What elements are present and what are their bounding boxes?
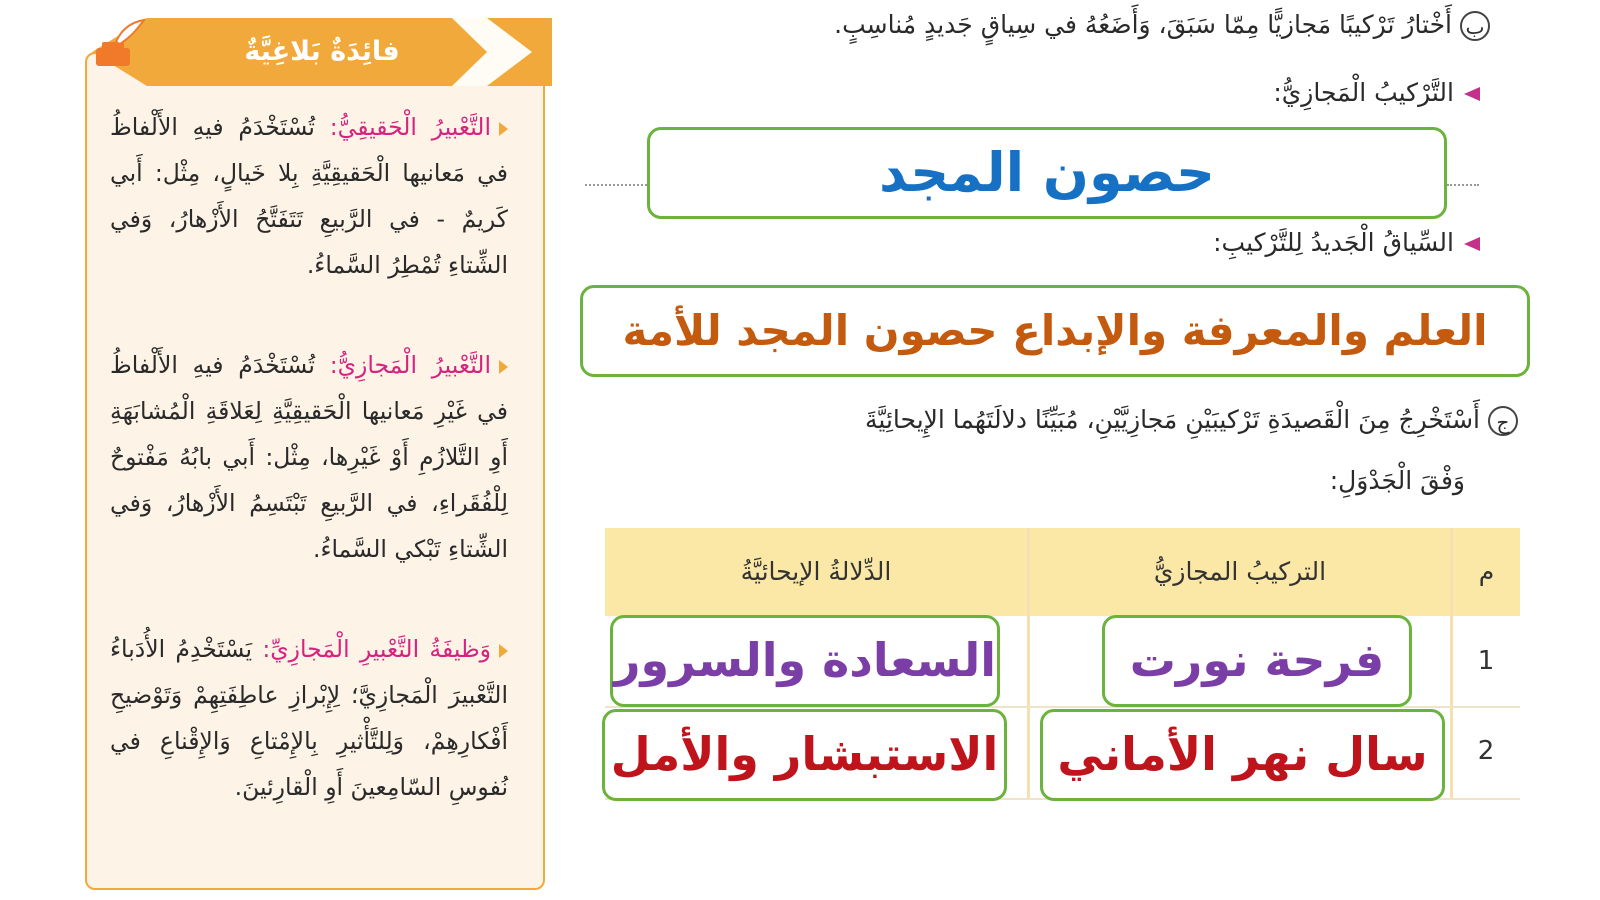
row-2-meaning: الاستبشار والأمل — [610, 727, 999, 781]
answer-context-box[interactable] — [580, 285, 1530, 377]
prompt-context — [1213, 228, 1480, 257]
table-divider — [1027, 528, 1030, 800]
dotted-line — [1447, 184, 1479, 186]
prompt-figurative-text: التَّرْكيبُ الْمَجازِيُّ: — [1273, 78, 1454, 107]
question-c-text: أَسْتَخْرِجُ مِنَ الْقَصيدَةِ تَرْكيبَيْنِ مَجازِيَّيْنِ، مُبَيِّنًا دلالَتَهُما الإِيحائِيَّةَ — [865, 405, 1480, 434]
header-meaning: الدِّلالةُ الإيحائيَّةُ — [605, 528, 1027, 616]
answer-figurative-box[interactable] — [647, 127, 1447, 219]
bullet-arrow-icon — [499, 644, 508, 658]
row-1-meaning: السعادة والسرور — [614, 633, 996, 687]
prompt-figurative — [1273, 78, 1480, 107]
quill-inkpot-icon — [92, 18, 148, 70]
tip-section-figurative — [110, 342, 508, 572]
question-c-text-2: وَفْقَ الْجَدْوَلِ: — [1329, 466, 1465, 495]
tip-title: فائِدَةٌ بَلاغِيَّةٌ — [244, 36, 400, 67]
row-number: 1 — [1477, 646, 1495, 676]
row-1-phrase: فرحة نورت — [1129, 633, 1385, 687]
pointer-icon — [1464, 87, 1480, 101]
tip-section-literal — [110, 104, 508, 288]
bullet-arrow-icon — [499, 122, 508, 136]
tip-banner — [92, 18, 552, 86]
question-c — [865, 405, 1518, 436]
table-row-1-meaning-box[interactable] — [610, 615, 1000, 707]
answer-context: العلم والمعرفة والإبداع حصون المجد للأمة — [622, 306, 1488, 355]
row-number: 2 — [1477, 736, 1495, 766]
answer-figurative: حصون المجد — [879, 141, 1215, 204]
question-c-line2 — [1330, 466, 1465, 495]
table-row-2-meaning-box[interactable] — [602, 709, 1007, 801]
table-row-2-phrase-box[interactable] — [1040, 709, 1445, 801]
question-c-label: ج — [1488, 406, 1518, 436]
tip-term: وَظيفَةُ التَّعْبيرِ الْمَجازِيِّ: — [262, 635, 491, 663]
question-b-text: أَخْتارُ تَرْكيبًا مَجازيًّا مِمّا سَبَقَ، وَأَضَعُهُ في سِياقٍ جَديدٍ مُناسِبٍ. — [834, 10, 1452, 39]
bullet-arrow-icon — [499, 360, 508, 374]
pointer-icon — [1464, 237, 1480, 251]
dotted-line — [585, 184, 647, 186]
tip-term: التَّعْبيرُ الْحَقيقِيُّ: — [329, 113, 491, 141]
tip-text: تُسْتَخْدَمُ فيهِ الأَلْفاظُ في مَعانيها الْحَقيقِيَّةِ بِلا خَيالٍ، مِثْل: أَبي كَريمٌ - في الرَّبيعِ تَتَفَتَّحُ الأَزْهارُ، وَفي الشِّتاءِ تُمْطِرُ السَّماءُ. — [110, 113, 508, 279]
question-b-label: ب — [1460, 11, 1490, 41]
header-number: م — [1453, 528, 1520, 616]
question-b — [834, 10, 1490, 41]
prompt-context-text: السِّياقُ الْجَديدُ لِلتَّرْكيبِ: — [1213, 228, 1454, 257]
tip-term: التَّعْبيرُ الْمَجازِيُّ: — [329, 351, 491, 379]
table-row-1-phrase-box[interactable] — [1102, 615, 1412, 707]
tip-section-function — [110, 626, 508, 810]
row-2-phrase: سال نهر الأماني — [1057, 727, 1428, 781]
tip-text: يَسْتَخْدِمُ الأُدَباءُ التَّعْبيرَ الْمَجازِيَّ؛ لِإِبْرازِ عاطِفَتِهِمْ وَتَوْضيحِ أَفْكارِهِمْ، وَلِلتَّأْثيرِ بِالإِمْتاعِ وَالإِقْناعِ في نُفوسِ السّامِعينَ أَوِ الْقارِئينَ. — [110, 635, 508, 801]
header-phrase: التركيبُ المجازيُّ — [1030, 528, 1450, 616]
tip-text: تُسْتَخْدَمُ فيهِ الأَلْفاظُ في غَيْرِ مَعانيها الْحَقيقِيَّةِ لِعَلاقَةِ الْمُشابَهَةِ أَوِ التَّلازُمِ أَوْ غَيْرِها، مِثْل: أَبي بابُهُ مَفْتوحٌ لِلْفُقَراءِ، في الرَّبيعِ تَبْتَسِمُ الأَزْهارُ، وَفي الشِّتاءِ تَبْكي السَّماءُ. — [110, 351, 508, 563]
